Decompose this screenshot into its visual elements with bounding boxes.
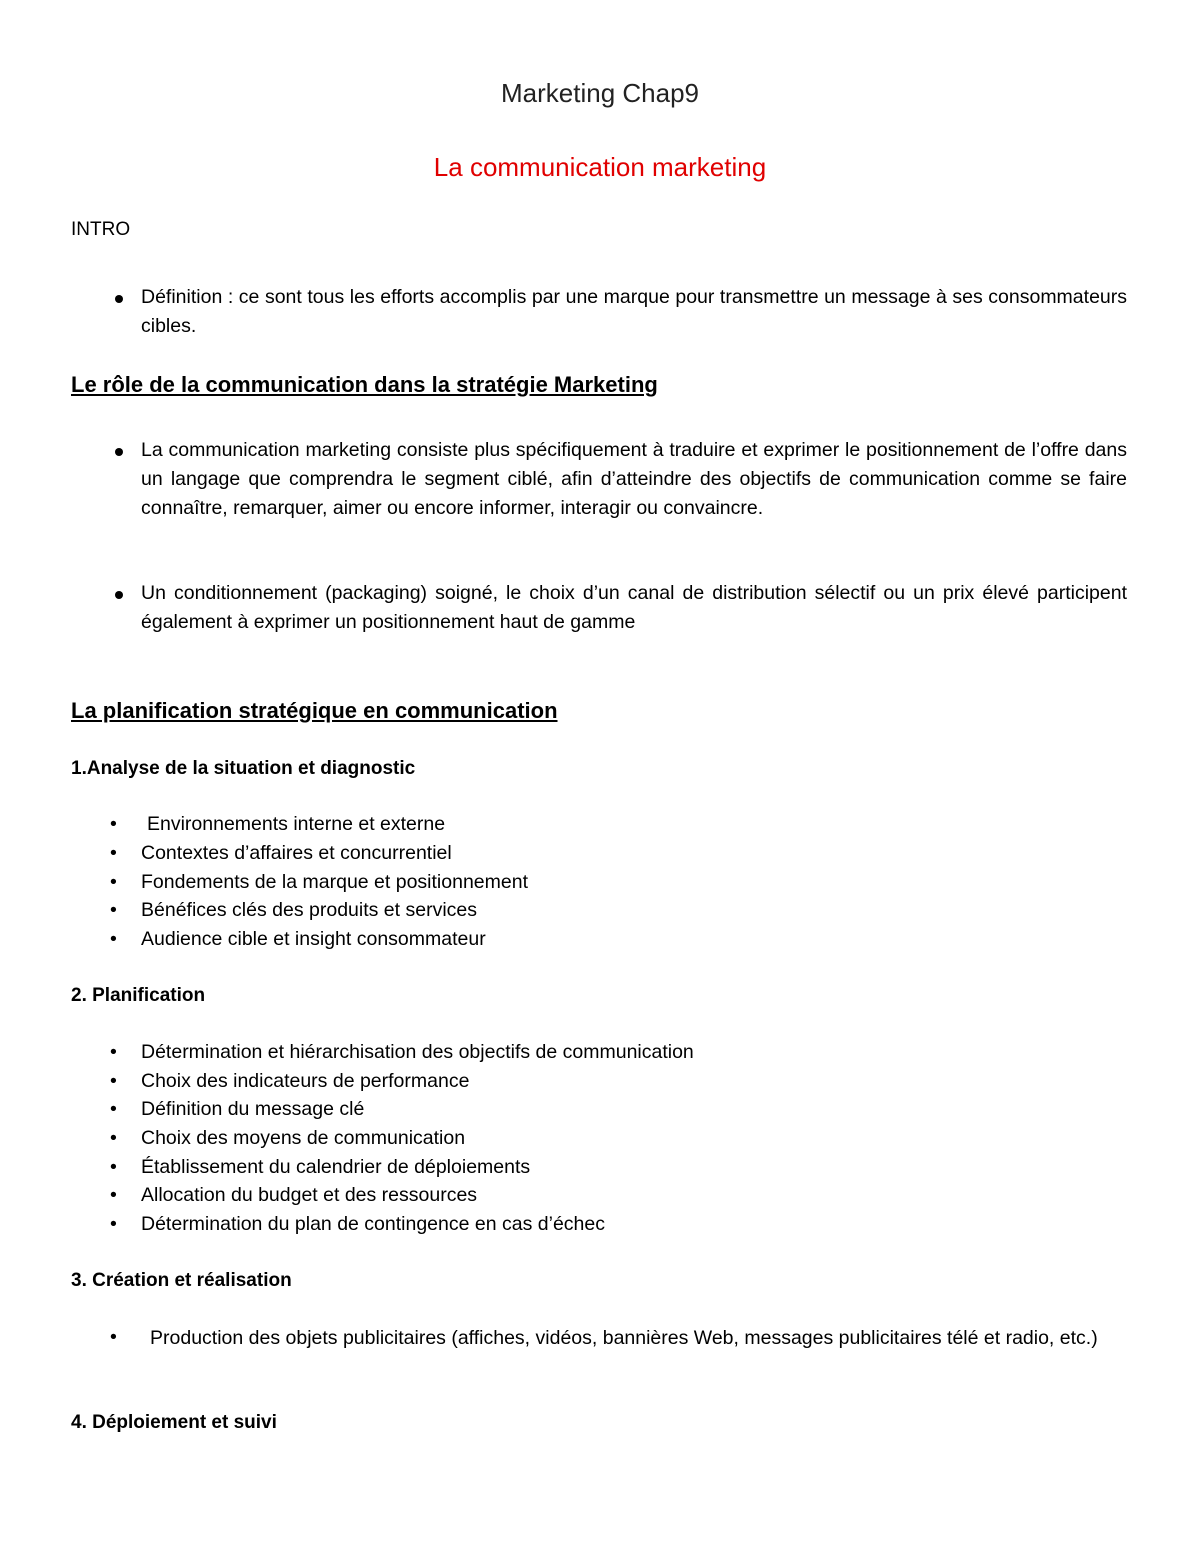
role-section-heading: Le rôle de la communication dans la stratégie Marketing — [71, 372, 658, 397]
step-title: 3. Création et réalisation — [71, 1270, 292, 1291]
bullet-icon: • — [110, 1184, 117, 1206]
role-paragraph: La communication marketing consiste plus spécifiquement à traduire et exprimer le positionnement de l’offre dans un langage que comprendra le segment ciblé, afin d’atteindre des objectifs de communication comme se faire connaître, remarquer, aimer ou encore informer, interagir ou convaincre. — [141, 439, 1127, 519]
bullet-icon: • — [110, 1156, 117, 1178]
list-item: Détermination du plan de contingence en cas d’échec — [141, 1213, 605, 1235]
bullet-icon: • — [110, 871, 117, 893]
bullet-icon: • — [110, 1041, 117, 1063]
bullet-icon: • — [110, 928, 117, 950]
list-item: Établissement du calendrier de déploiements — [141, 1156, 531, 1178]
list-item: Allocation du budget et des ressources — [141, 1184, 478, 1206]
bullet-icon — [115, 591, 123, 599]
list-item: Contextes d’affaires et concurrentiel — [141, 842, 452, 864]
bullet-icon — [115, 448, 123, 456]
step-title: 2. Planification — [71, 985, 206, 1006]
intro-label: INTRO — [71, 219, 131, 240]
document-subtitle: La communication marketing — [433, 152, 767, 182]
list-item: Détermination et hiérarchisation des objectifs de communication — [141, 1041, 694, 1063]
bullet-icon: • — [110, 1070, 117, 1092]
list-item: Définition du message clé — [141, 1098, 365, 1120]
role-paragraph: Un conditionnement (packaging) soigné, le choix d’un canal de distribution sélectif ou un prix élevé participent également à exprimer un positionnement haut de gamme — [141, 582, 1127, 633]
list-item: Audience cible et insight consommateur — [141, 928, 486, 950]
list-item: Choix des moyens de communication — [141, 1127, 466, 1149]
bullet-icon: • — [110, 1127, 117, 1149]
bullet-icon: • — [110, 1213, 117, 1235]
list-item: Bénéfices clés des produits et services — [141, 899, 477, 921]
list-item: Environnements interne et externe — [147, 813, 446, 835]
bullet-icon: • — [110, 842, 117, 864]
bullet-icon: • — [110, 1098, 117, 1120]
step-title: 1.Analyse de la situation et diagnostic — [71, 758, 416, 779]
document-title: Marketing Chap9 — [501, 78, 699, 108]
step-title: 4. Déploiement et suivi — [71, 1412, 277, 1433]
list-item: Production des objets publicitaires (affiches, vidéos, bannières Web, messages publicitaires télé et radio, etc.) — [150, 1327, 1098, 1349]
bullet-icon: • — [110, 1326, 117, 1348]
bullet-icon: • — [110, 813, 117, 835]
list-item: Fondements de la marque et positionnement — [141, 871, 528, 893]
definition-paragraph: Définition : ce sont tous les efforts accomplis par une marque pour transmettre un message à ses consommateurs cibles. — [141, 286, 1127, 337]
bullet-icon — [115, 295, 123, 303]
bullet-icon: • — [110, 899, 117, 921]
planning-section-heading: La planification stratégique en communication — [71, 698, 558, 723]
list-item: Choix des indicateurs de performance — [141, 1070, 470, 1092]
